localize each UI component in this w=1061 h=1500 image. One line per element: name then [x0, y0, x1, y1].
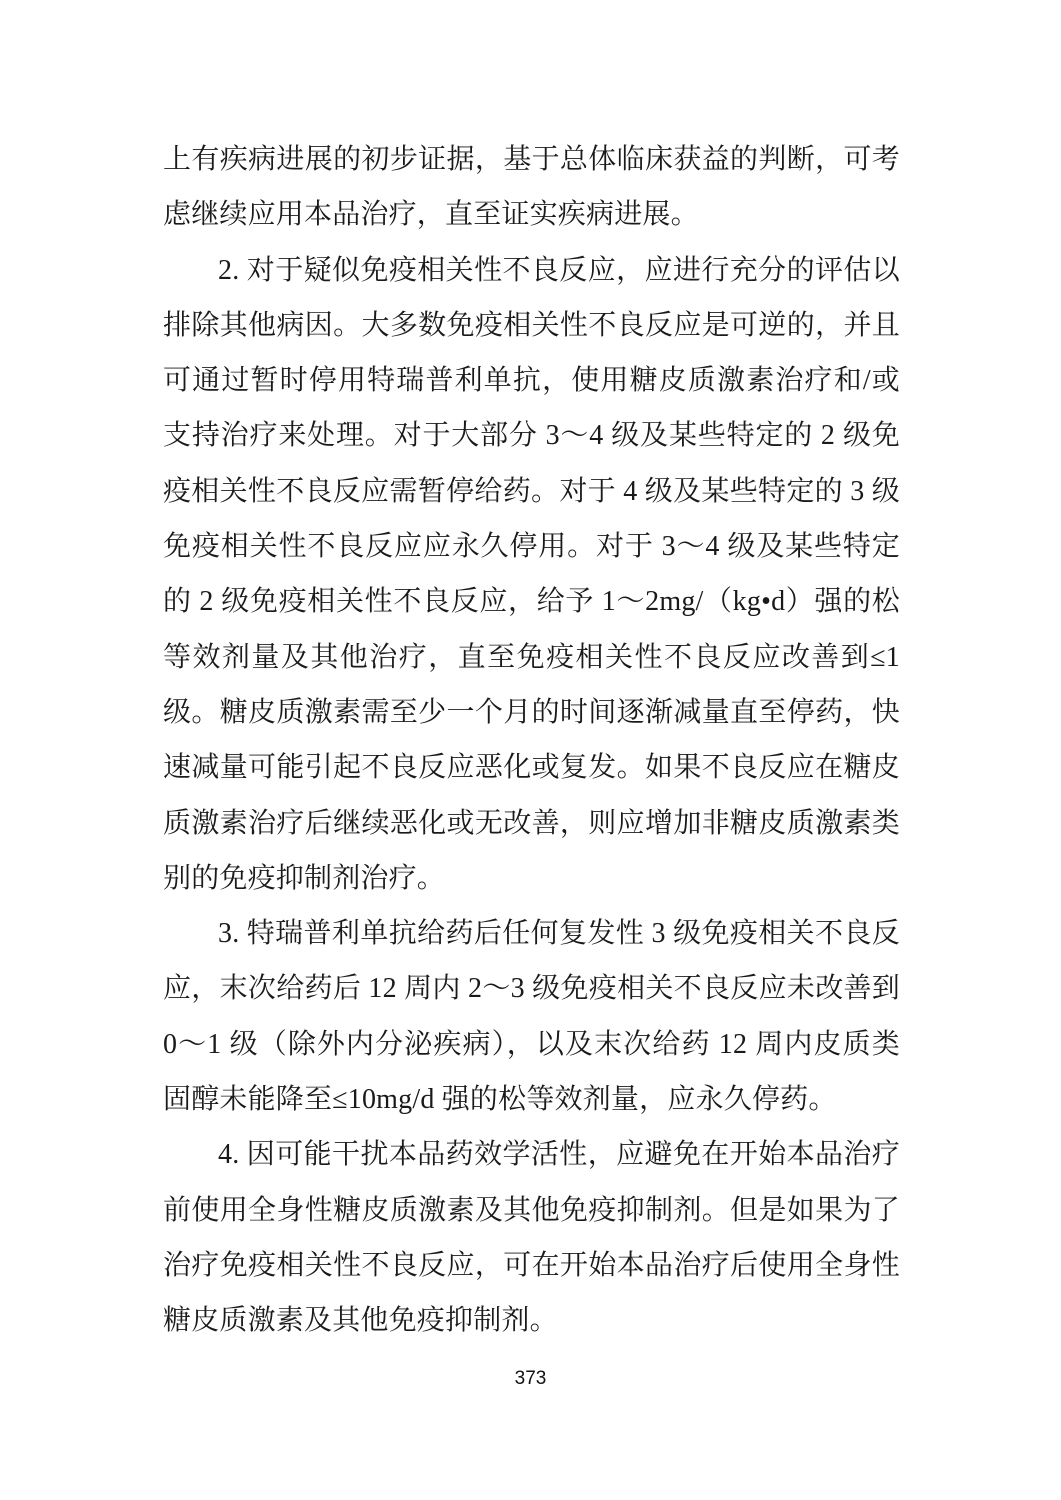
text-line: 治疗免疫相关性不良反应，可在开始本品治疗后使用全身性 — [163, 1249, 900, 1281]
text-line: 上有疾病进展的初步证据，基于总体临床获益的判断，可考 — [163, 144, 900, 175]
text-line: 排除其他病因。大多数免疫相关性不良反应是可逆的，并且 — [163, 309, 900, 341]
body-text — [163, 132, 900, 1349]
text-line: 等效剂量及其他治疗，直至免疫相关性不良反应改善到≤1 — [163, 641, 900, 673]
text-line: 虑继续应用本品治疗，直至证实疾病进展。 — [163, 199, 699, 231]
text-line: 免疫相关性不良反应应永久停用。对于 3～4 级及某些特定 — [163, 531, 900, 563]
text-line: 4. 因可能干扰本品药效学活性，应避免在开始本品治疗 — [218, 1139, 900, 1171]
text-line: 应，末次给药后 12 周内 2～3 级免疫相关不良反应未改善到 — [163, 973, 900, 1005]
paragraph — [163, 1127, 900, 1348]
text-line: 疫相关性不良反应需暂停给药。对于 4 级及某些特定的 3 级 — [163, 475, 900, 507]
text-line: 可通过暂时停用特瑞普利单抗，使用糖皮质激素治疗和/或 — [163, 365, 900, 397]
text-line: 支持治疗来处理。对于大部分 3～4 级及某些特定的 2 级免 — [163, 420, 900, 452]
text-line: 速减量可能引起不良反应恶化或复发。如果不良反应在糖皮 — [163, 752, 900, 784]
text-line: 别的免疫抑制剂治疗。 — [163, 862, 446, 894]
paragraph — [163, 132, 900, 243]
text-line: 前使用全身性糖皮质激素及其他免疫抑制剂。但是如果为了 — [163, 1194, 900, 1226]
paragraph — [163, 243, 900, 907]
text-line: 固醇未能降至≤10mg/d 强的松等效剂量，应永久停药。 — [163, 1084, 837, 1116]
text-line: 3. 特瑞普利单抗给药后任何复发性 3 级免疫相关不良反 — [218, 918, 900, 950]
page-number: 373 — [514, 1368, 547, 1389]
text-line: 0～1 级（除外内分泌疾病），以及末次给药 12 周内皮质类 — [163, 1028, 900, 1060]
text-line: 2. 对于疑似免疫相关性不良反应，应进行充分的评估以 — [218, 254, 900, 286]
paragraph — [163, 906, 900, 1127]
text-line: 的 2 级免疫相关性不良反应，给予 1～2mg/（kg•d）强的松 — [163, 586, 900, 618]
text-line: 质激素治疗后继续恶化或无改善，则应增加非糖皮质激素类 — [163, 807, 900, 839]
text-line: 级。糖皮质激素需至少一个月的时间逐渐减量直至停药，快 — [163, 696, 900, 728]
text-line: 糖皮质激素及其他免疫抑制剂。 — [163, 1305, 558, 1337]
